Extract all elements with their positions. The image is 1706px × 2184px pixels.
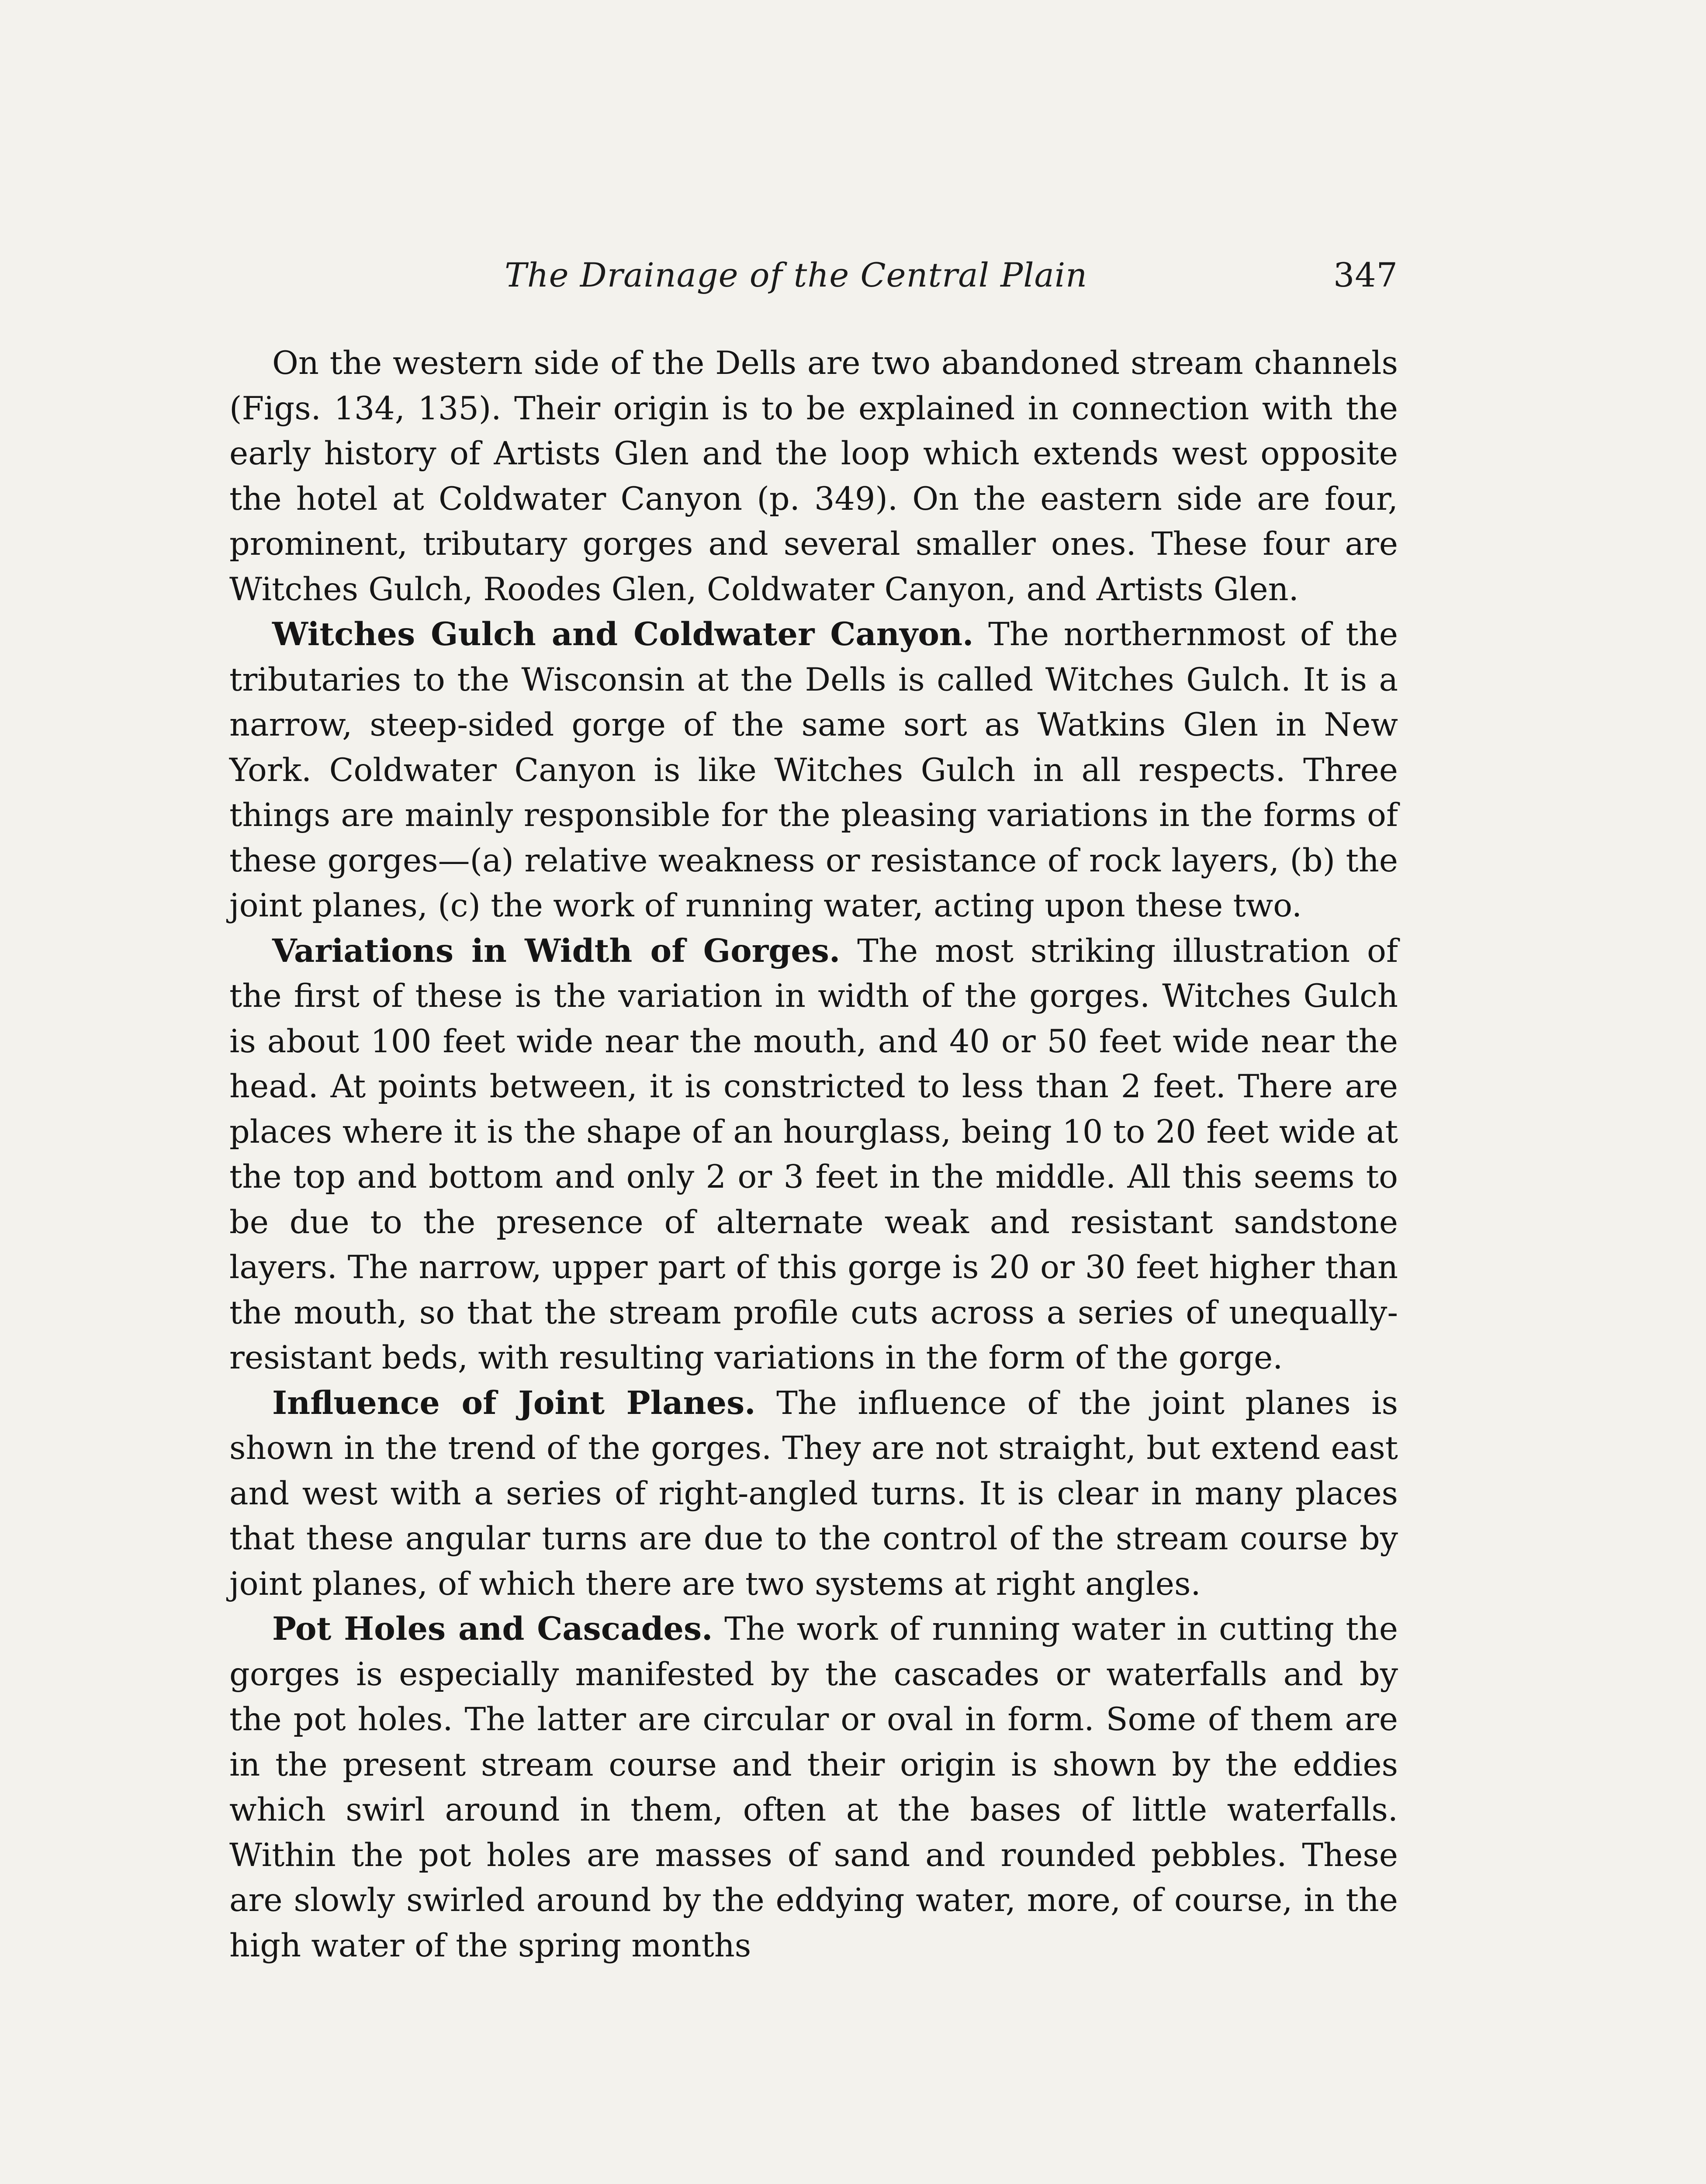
paragraph-text: The influence of the joint planes is shown in the trend of the gorges. They are not straight, but extend east and west with a series of right-angled turns. It is clear in many places that these angular turns are due to the control of the stream course by joint planes, of which there are two systems at right angles. — [229, 1384, 1398, 1603]
paragraph-gorge-width — [229, 929, 1398, 1381]
paragraph-text: The work of running water in cutting the gorges is especially manifested by the cascades or waterfalls and by the pot holes. The latter are circular or oval in form. Some of them are in the present stream course and their origin is shown by the eddies which swirl around in them, often at the bases of little waterfalls. Within the pot holes are masses of sand and rounded pebbles. These are slowly swirled around by the eddying water, more, of course, in the high water of the spring months — [229, 1610, 1398, 1964]
page-number: 347 — [1333, 256, 1398, 294]
paragraph-text: On the western side of the Dells are two abandoned stream channels (Figs. 134, 135). Their origin is to be explained in connection with the early history of Artists Glen and the loop which extends west opposite the hotel at Coldwater Canyon (p. 349). On the eastern side are four, prominent, tributary gorges and several smaller ones. These four are Witches Gulch, Roodes Glen, Coldwater Canyon, and Artists Glen. — [229, 345, 1398, 608]
paragraph-intro — [229, 341, 1398, 612]
paragraph-pot-holes — [229, 1607, 1398, 1968]
paragraph-text: The northernmost of the tributaries to the Wisconsin at the Dells is called Witches Gulch. It is a narrow, steep-sided gorge of the same sort as Watkins Glen in New York. Coldwater Canyon is like Witches Gulch in all respects. Three things are mainly responsible for the pleasing variations in the forms of these gorges—(a) relative weakness or resistance of rock layers, (b) the joint planes, (c) the work of running water, acting upon these two. — [229, 616, 1398, 924]
section-heading-joint-planes: Influence of Joint Planes. — [272, 1384, 756, 1422]
section-heading-witches-gulch: Witches Gulch and Coldwater Canyon. — [272, 615, 974, 653]
body-text — [229, 341, 1398, 1968]
paragraph-text: The most striking illustration of the first of these is the variation in width of the gorges. Witches Gulch is about 100 feet wide near the mouth, and 40 or 50 feet wide near the head. At points between, it is constricted to less than 2 feet. There are places where it is the shape of an hourglass, being 10 to 20 feet wide at the top and bottom and only 2 or 3 feet in the middle. All this seems to be due to the presence of alternate weak and resistant sandstone layers. The narrow, upper part of this gorge is 20 or 30 feet higher than the mouth, so that the stream profile cuts across a series of unequally-resistant beds, with resulting variations in the form of the gorge. — [229, 932, 1398, 1376]
paragraph-joint-planes — [229, 1381, 1398, 1607]
page-header — [229, 256, 1398, 304]
section-heading-gorge-width: Variations in Width of Gorges. — [272, 932, 841, 970]
paragraph-witches-gulch — [229, 612, 1398, 929]
running-title: The Drainage of the Central Plain — [505, 256, 1088, 294]
section-heading-pot-holes: Pot Holes and Cascades. — [272, 1610, 713, 1648]
